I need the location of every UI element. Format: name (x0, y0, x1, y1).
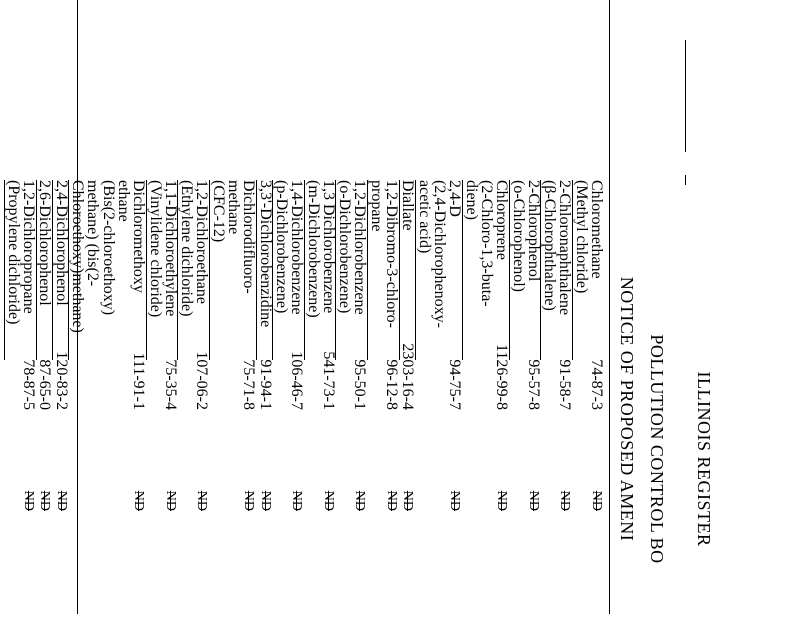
nd-mark-text: ND (589, 490, 604, 511)
name-line: methane (225, 180, 243, 235)
name-line: (CFC-12) (209, 180, 227, 243)
name-line: (o-Dichlorobenzene) (336, 180, 354, 314)
name-line: diene) (462, 180, 480, 220)
name-line: 1,2-Dichlorobenzene (351, 180, 369, 315)
name-line: 1,2-Dichloropropane (20, 180, 38, 314)
name-line: 3,3'-Dichlorobenzidine (256, 180, 274, 328)
name-line: 1,4-Dichlorobenzene (288, 180, 306, 315)
cas-number: 95-57-8 (524, 359, 542, 410)
nd-mark (352, 442, 367, 512)
nd-mark (194, 442, 209, 512)
cas-number: 107-06-2 (193, 351, 211, 410)
nd-mark (21, 442, 36, 512)
name-line: acetic acid) (415, 180, 433, 254)
nd-mark (257, 442, 272, 512)
name-line: Dichlorodifluoro- (240, 180, 258, 294)
nd-mark (241, 442, 256, 512)
cas-number: 78-87-5 (20, 359, 38, 410)
cas-number: 541-73-1 (319, 351, 337, 410)
name-line: propane (367, 180, 385, 232)
nd-mark (447, 442, 462, 512)
name-line: 2-Chlorophenol (524, 180, 542, 282)
name-line: (p-Dichlorobenzene) (273, 180, 291, 314)
cas-number: 94-75-7 (446, 359, 464, 410)
name-line: 1,2-Dibromo-3-chloro- (383, 180, 401, 328)
nd-mark (131, 442, 146, 512)
nd-mark (321, 442, 336, 512)
name-line: (Propylene dichloride) (4, 180, 22, 325)
nd-mark (589, 442, 604, 512)
nd-mark-text: ND (320, 490, 336, 511)
name-line: 2,6-Dichlorophenol (36, 180, 54, 306)
notice-title: NOTICE OF PROPOSED AMENI (617, 276, 637, 542)
nd-mark-text: ND (37, 490, 53, 511)
cas-number: 106-46-7 (288, 351, 306, 410)
name-line: (β-Chlorophthalene) (541, 180, 559, 311)
nd-mark (400, 442, 415, 512)
name-line: (o-Chlorophenol) (509, 180, 527, 292)
cas-number: 87-65-0 (36, 359, 54, 410)
header-rule-mid (685, 175, 686, 185)
nd-mark-text: ND (525, 490, 541, 511)
name-line: ethane (115, 180, 133, 222)
name-line: (2-Chloro-1,3-buta- (477, 180, 495, 307)
cas-number: 91-94-1 (256, 359, 274, 410)
name-line: 1,1-Dichloroethylene (161, 180, 179, 317)
nd-mark-text: ND (21, 490, 37, 511)
nd-mark-text: ND (384, 490, 400, 511)
nd-mark-text: ND (162, 490, 178, 511)
nd-mark-text: ND (241, 490, 257, 511)
nd-mark-text: ND (131, 490, 147, 511)
nd-mark-text: ND (352, 490, 368, 511)
name-line: (Ethylene dichloride) (178, 180, 196, 317)
name-line: (m-Dichlorobenzene) (304, 180, 322, 318)
cas-number: 111-91-1 (130, 352, 148, 410)
name-line: (2,4-Dichlorophenoxy- (431, 180, 449, 328)
board-title: POLLUTION CONTROL BO (647, 334, 667, 564)
cas-number: 120-83-2 (52, 351, 70, 410)
cas-number: 96-12-8 (383, 359, 401, 410)
nd-mark (163, 442, 178, 512)
register-title: ILLINOIS REGISTER (694, 371, 714, 547)
table-top-rule (609, 0, 610, 614)
nd-mark (494, 442, 509, 512)
nd-mark-text: ND (289, 490, 305, 511)
cas-number: 95-50-1 (351, 359, 369, 410)
name-line: Chloromethane (588, 180, 605, 279)
name-line: 1,2-Dichloroethane (193, 180, 211, 304)
cas-number: 74-87-3 (588, 359, 605, 410)
row-divider (4, 180, 5, 360)
nd-mark-text: ND (400, 490, 416, 511)
cas-number: 75-35-4 (161, 359, 179, 410)
nd-mark-text: ND (557, 490, 573, 511)
name-line: 2-Chloronaphthalene (556, 180, 574, 316)
name-line: 2,4-Dichlorophenol (52, 180, 70, 306)
name-line: 2,4-D (446, 180, 464, 217)
nd-mark (384, 442, 399, 512)
name-line: Diallate (399, 180, 417, 231)
nd-mark-text: ND (447, 490, 463, 511)
cas-number: 2303-16-4 (399, 343, 417, 410)
nd-mark-text: ND (194, 490, 210, 511)
cas-number: 91-58-7 (556, 359, 574, 410)
name-line: (Bis(2-chloroethoxy) (99, 180, 117, 316)
nd-mark-text: ND (53, 490, 69, 511)
cas-number: 75-71-8 (240, 359, 258, 410)
name-line: (Methyl chloride) (572, 180, 590, 294)
name-line: Dichloromethoxy (130, 180, 148, 293)
nd-mark (289, 442, 304, 512)
name-line: methane) (bis(2- (84, 180, 102, 287)
nd-mark-text: ND (494, 490, 510, 511)
name-line: Chloroethoxy)methane) (69, 180, 87, 333)
name-line: Chloroprene (493, 180, 511, 260)
nd-mark (526, 442, 541, 512)
nd-mark (37, 442, 52, 512)
nd-mark (54, 442, 69, 512)
header-rule-left (685, 40, 686, 152)
nd-mark (557, 442, 572, 512)
table-bottom-rule (77, 0, 78, 614)
name-line: (Vinylidene chloride) (146, 180, 164, 318)
cas-number: 1126-99-8 (493, 343, 511, 410)
nd-mark-text: ND (257, 490, 273, 511)
name-line: 1,3 Dichlorobenzene (319, 180, 337, 314)
